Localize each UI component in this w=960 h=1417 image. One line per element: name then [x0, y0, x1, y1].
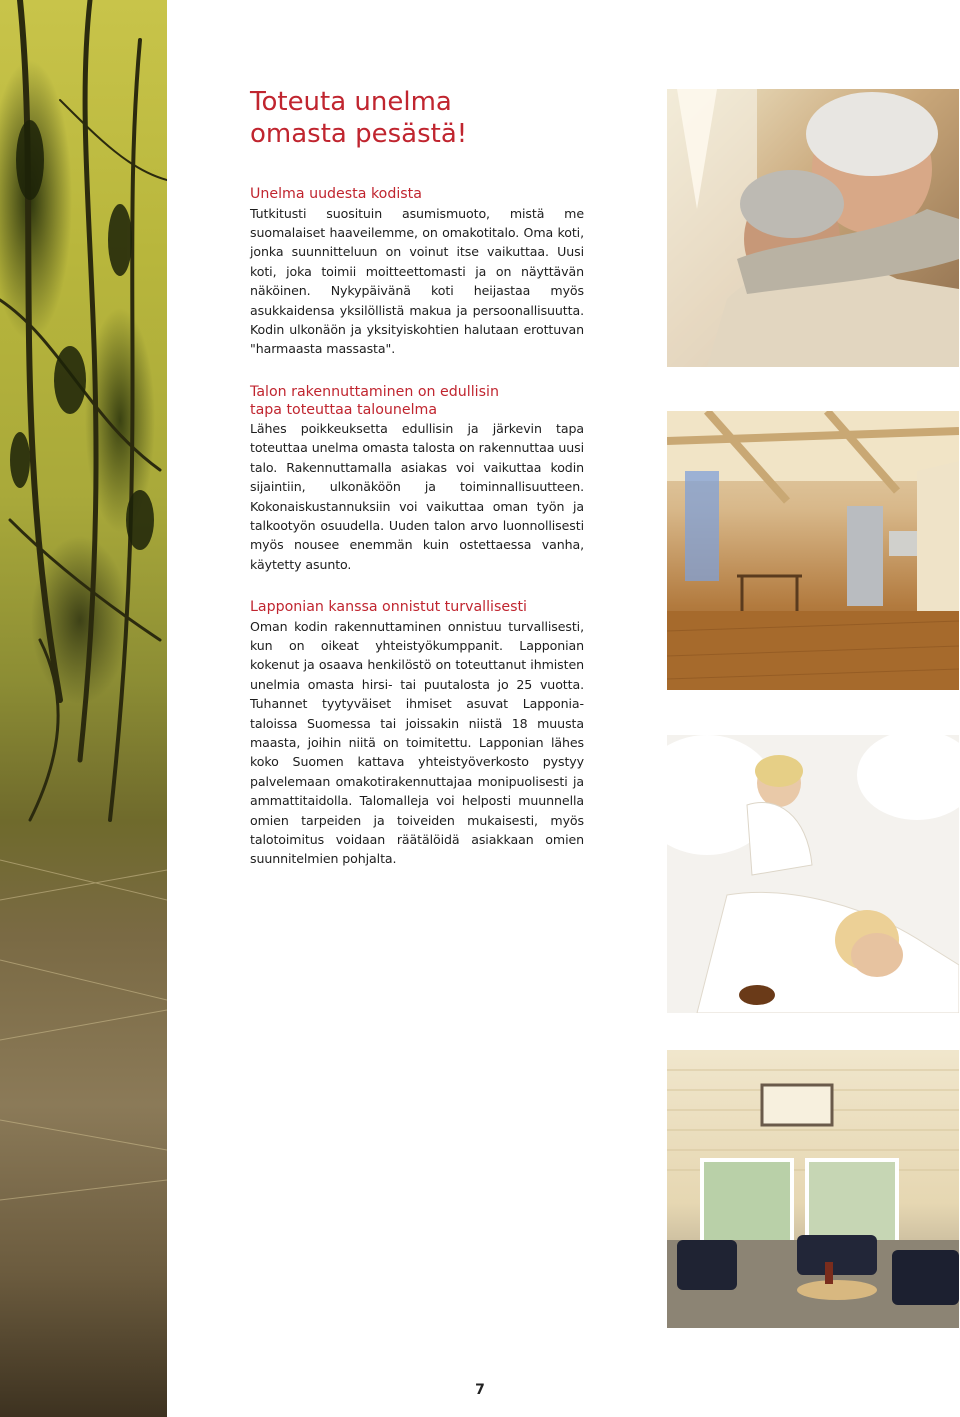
photo-family-sofa [667, 735, 959, 1013]
page-number: 7 [475, 1382, 485, 1398]
section-body: Oman kodin rakennuttaminen onnistuu turvallisesti, kun on oikeat yhteistyökumppanit. Lapponian kokenut ja osaava henkilöstö on toteuttanut ihmisten unelmia omasta hirsi- tai puutalosta jo 25 vuotta. Tuhannet tyytyväiset ihmiset asuvat Lapponia-taloissa Suomessa tai joissakin niistä 18 muusta maasta, joihin niitä on toimitettu. Lapponian lähes koko Suomen kattava yhteistyöverkosto pystyy palvelemaan omakotirakennuttajaa monipuolisesti ja ammattitaidolla. Talomalleja voi helposti muunnella omien tarpeiden ja toiveiden mukaisesti, myös talotoimitus voidaan räätälöidä asiakkaan omien suunnitelmien pohjalta. [250, 618, 584, 867]
section-lapponia-safely [250, 599, 584, 869]
section-title [250, 384, 584, 419]
branches-illustration [0, 0, 167, 1417]
section-new-home-dream [250, 186, 584, 359]
heading-line-1: Toteuta unelma [250, 87, 452, 117]
nature-photo-strip [0, 0, 167, 1417]
heading-line-2: omasta pesästä! [250, 119, 468, 149]
section-title: Unelma uudesta kodista [250, 186, 422, 202]
section-building-cheapest [250, 384, 584, 574]
photo-interior-kitchen [667, 411, 959, 690]
photo-couple [667, 89, 959, 367]
page-heading [250, 86, 590, 150]
section-title: Lapponian kanssa onnistut turvallisesti [250, 599, 528, 615]
photo-living-room [667, 1050, 959, 1328]
section-body: Lähes poikkeuksetta edullisin ja järkevin tapa toteuttaa unelma omasta talosta on rakennuttaa uusi talo. Rakennuttamalla asiakas voi vaikuttaa kodin sijaintiin, ulkonäköön ja toiminnallisuutteen. Kokonaiskustannuksiin voi vaikuttaa oman työn ja talkootyön osuudella. Uuden talon arvo luonnollisesti myös nousee enemmän kuin ostettaessa vanha, käytetty asunto. [250, 421, 584, 572]
section-title-line-2: tapa toteuttaa talounelma [250, 401, 438, 418]
section-body: Tutkitusti suosituin asumismuoto, mistä me suomalaiset haaveilemme, on omakotitalo. Oma koti, jonka suunnitteluun on voinut itse vaikuttaa. Uusi koti, joka toimii moitteettomasti ja on näyttävän näköinen. Nykypäivänä koti heijastaa myös asukkaidensa yksilöllistä makua ja persoonallisuutta. Kodin ulkonäön ja yksityiskohtien halutaan erottuvan "harmaasta massasta". [250, 205, 584, 357]
section-title-line-1: Talon rakennuttaminen on edullisin [250, 384, 499, 400]
